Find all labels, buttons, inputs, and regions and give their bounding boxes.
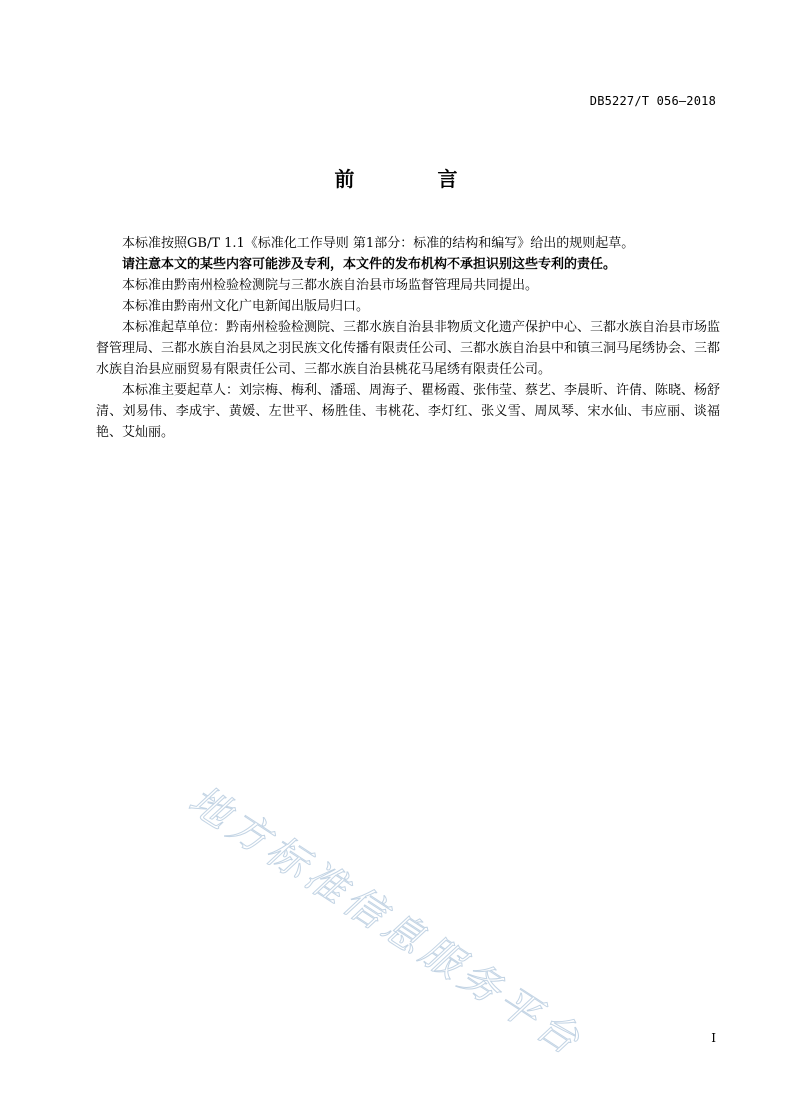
paragraph-drafters: 本标准主要起草人：刘宗梅、梅利、潘瑶、周海子、瞿杨霞、张伟莹、蔡艺、李晨昕、许倩、陈晓、杨舒清、刘易伟、李成宇、黄媛、左世平、杨胜佳、韦桃花、李灯红、张义雪、周凤琴、宋水仙、韦应丽、谈福艳、艾灿丽。 [96, 383, 721, 440]
page-title: 前 言 [334, 167, 496, 191]
paragraph-patent-notice: 请注意本文的某些内容可能涉及专利，本文件的发布机构不承担识别这些专利的责任。 [122, 257, 617, 272]
standard-code: DB5227/T 056—2018 [589, 94, 716, 108]
page-number: I [711, 1031, 716, 1045]
watermark: 地方标准信息服务平台 [180, 777, 592, 1067]
paragraph-drafting-rules: 本标准按照GB/T 1.1《标准化工作导则 第1部分：标准的结构和编写》给出的规则起草。 [122, 236, 635, 251]
foreword-body [96, 233, 720, 443]
paragraph-proposer: 本标准由黔南州检验检测院与三都水族自治县市场监督管理局共同提出。 [122, 278, 539, 293]
paragraph-drafting-units: 本标准起草单位：黔南州检验检测院、三都水族自治县非物质文化遗产保护中心、三都水族自治县市场监督管理局、三都水族自治县凤之羽民族文化传播有限责任公司、三都水族自治县中和镇三洞马尾绣协会、三都水族自治县应丽贸易有限责任公司、三都水族自治县桃花马尾绣有限责任公司。 [96, 320, 721, 377]
paragraph-administrator: 本标准由黔南州文化广电新闻出版局归口。 [122, 299, 370, 314]
